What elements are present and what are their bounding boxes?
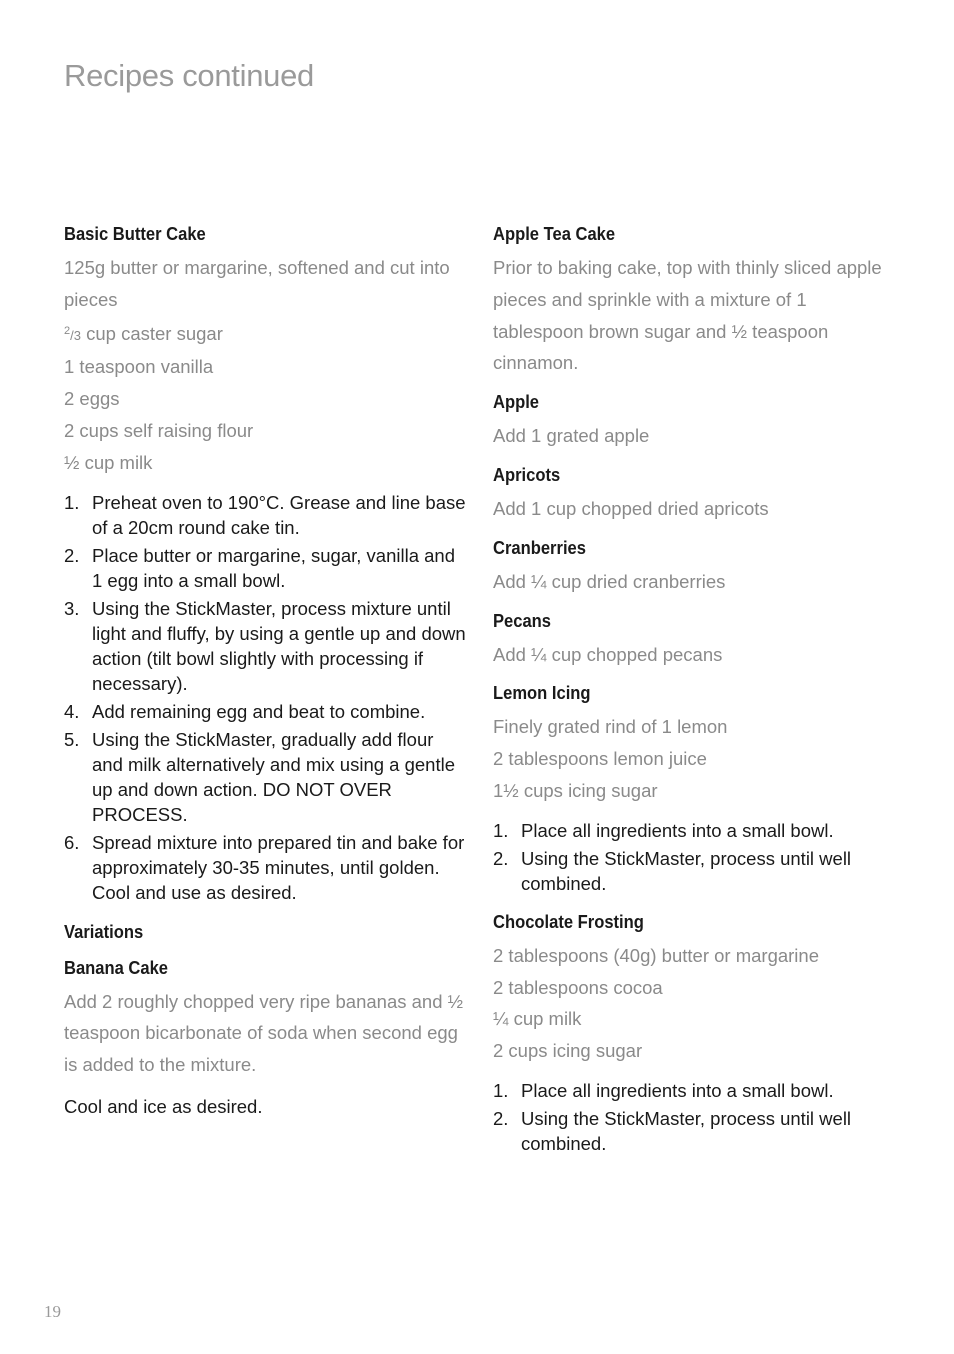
variation-text: Add 1 grated apple xyxy=(493,425,650,447)
page-title: Recipes continued xyxy=(64,58,314,93)
variation-text: Prior to baking cake, top with thinly sliced apple pieces and sprinkle with a mixture of 1 tablespoon brown sugar and ½ teaspoon cinnamon. xyxy=(493,257,882,374)
method-step xyxy=(64,543,468,593)
step-number: 6. xyxy=(64,831,80,853)
ingredient xyxy=(64,316,468,352)
step-number: 4. xyxy=(64,700,80,722)
right-column xyxy=(493,221,893,1159)
apple-tea-cake-section xyxy=(493,221,893,379)
step-text: Preheat oven to 190°C. Grease and line base of a 20cm round cake tin. xyxy=(92,491,466,538)
step-text: Place all ingredients into a small bowl. xyxy=(521,1079,834,1101)
method-step xyxy=(64,727,468,827)
ingredient: 1½ cups icing sugar xyxy=(493,779,658,801)
recipe-heading: Chocolate Frosting xyxy=(493,911,644,932)
step-number: 2. xyxy=(64,544,80,566)
ingredient: 2 tablespoons (40g) butter or margarine xyxy=(493,944,819,966)
recipe-heading: Apricots xyxy=(493,464,561,485)
step-number: 2. xyxy=(493,847,509,869)
ingredient: ¼ cup milk xyxy=(493,1008,582,1030)
ingredient: 2 cups self raising flour xyxy=(64,419,254,441)
banana-cake-section xyxy=(64,955,468,1119)
method-step xyxy=(493,1106,893,1156)
recipe-heading: Banana Cake xyxy=(64,957,169,978)
step-text: Using the StickMaster, process until well combined. xyxy=(521,1107,852,1154)
method-steps xyxy=(493,818,893,896)
method-step xyxy=(64,596,468,696)
step-text: Using the StickMaster, process until well combined. xyxy=(521,847,852,894)
recipe-heading: Basic Butter Cake xyxy=(64,224,206,244)
variation-text: Add ¼ cup dried cranberries xyxy=(493,570,726,592)
method-steps xyxy=(493,1078,893,1156)
step-text: Place butter or margarine, sugar, vanilla and 1 egg into a small bowl. xyxy=(92,544,456,591)
cranberries-section xyxy=(493,535,893,598)
step-text: Using the StickMaster, gradually add flour and milk alternatively and mix using a gentle up and down action. DO NOT OVER PROCESS. xyxy=(92,728,455,825)
step-number: 2. xyxy=(493,1107,509,1129)
variation-text: Add 1 cup chopped dried apricots xyxy=(493,497,769,519)
variation-note: Cool and ice as desired. xyxy=(64,1095,263,1117)
variations-heading: Variations xyxy=(64,921,144,942)
ingredient: 2 cups icing sugar xyxy=(493,1040,643,1062)
step-number: 1. xyxy=(493,819,509,841)
variation-text: Add ¼ cup chopped pecans xyxy=(493,643,723,665)
ingredient: 2 tablespoons lemon juice xyxy=(493,748,707,770)
method-step xyxy=(493,1078,893,1103)
step-text: Add remaining egg and beat to combine. xyxy=(92,700,426,722)
fraction-denominator: /3 xyxy=(70,327,81,343)
lemon-icing-section xyxy=(493,680,893,895)
fraction-numerator: 2 xyxy=(64,324,71,337)
recipe-heading: Pecans xyxy=(493,610,552,631)
method-step xyxy=(493,818,893,843)
step-number: 3. xyxy=(64,597,80,619)
method-step xyxy=(64,830,468,905)
apple-section xyxy=(493,389,893,452)
step-number: 5. xyxy=(64,728,80,750)
recipe-heading: Apple Tea Cake xyxy=(493,224,616,244)
ingredient-text: cup caster sugar xyxy=(86,322,223,344)
variation-text: Add 2 roughly chopped very ripe bananas and ½ teaspoon bicarbonate of soda when second egg is added to the mixture. xyxy=(64,990,464,1076)
step-number: 1. xyxy=(493,1079,509,1101)
pecans-section xyxy=(493,608,893,671)
ingredient: Finely grated rind of 1 lemon xyxy=(493,716,728,738)
ingredient: 2 tablespoons cocoa xyxy=(493,976,663,998)
step-number: 1. xyxy=(64,491,80,513)
page-number: 19 xyxy=(44,1302,61,1321)
ingredient: 2 eggs xyxy=(64,388,120,410)
chocolate-frosting-section xyxy=(493,909,893,1156)
recipe-heading: Cranberries xyxy=(493,537,586,558)
ingredient: 125g butter or margarine, softened and cut into pieces xyxy=(64,257,450,310)
ingredient: ½ cup milk xyxy=(64,451,153,473)
method-step xyxy=(64,490,468,540)
recipe-heading: Lemon Icing xyxy=(493,683,591,704)
step-text: Place all ingredients into a small bowl. xyxy=(521,819,834,841)
recipe-heading: Apple xyxy=(493,392,540,413)
step-text: Spread mixture into prepared tin and bake for approximately 30-35 minutes, until golden. Cool and use as desired. xyxy=(92,831,465,903)
method-step xyxy=(64,699,468,724)
method-step xyxy=(493,846,893,896)
apricots-section xyxy=(493,462,893,525)
left-column xyxy=(64,221,468,1119)
method-steps xyxy=(64,490,468,905)
ingredient: 1 teaspoon vanilla xyxy=(64,356,214,378)
step-text: Using the StickMaster, process mixture until light and fluffy, by using a gentle up and down action (tilt bowl slightly with processing if necessary). xyxy=(92,597,466,694)
basic-butter-cake-section xyxy=(64,221,468,905)
